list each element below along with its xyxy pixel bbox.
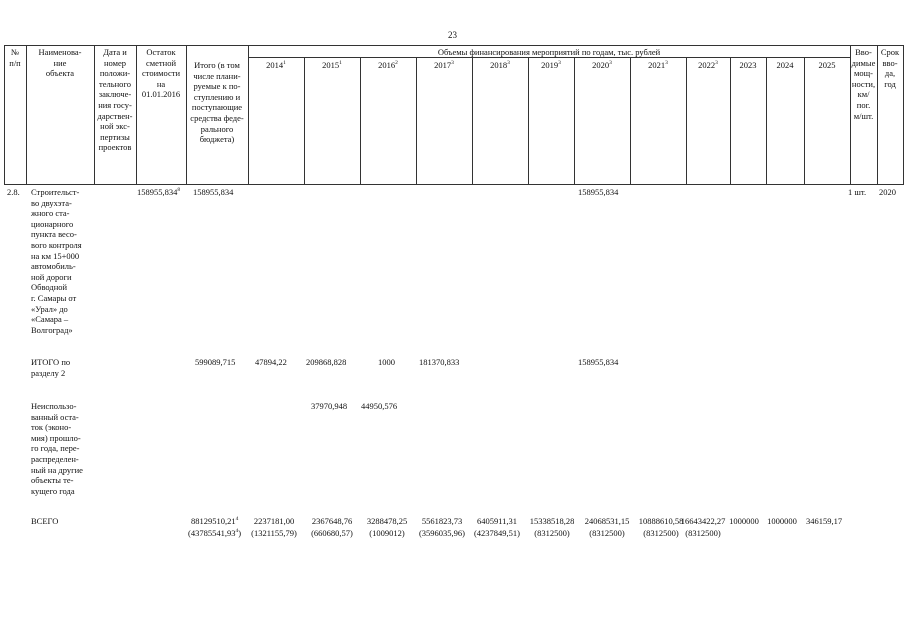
- header-col-name: Наименова- ние объекта: [38, 47, 82, 79]
- year-2014-value: 47894,22: [255, 357, 287, 367]
- year-2018-federal-value: (4237849,51): [473, 528, 521, 538]
- section-total-label: ИТОГО по разделу 2: [31, 357, 71, 378]
- header-top-border: [4, 45, 904, 46]
- header-col-remaining-cost: Остаток сметной стоимости на 01.01.2016: [141, 47, 181, 100]
- year-2020-value: 158955,834: [578, 187, 619, 197]
- header-year: 2018$^3$: [490, 60, 510, 70]
- year-2019-value: 15338518,28: [529, 516, 575, 526]
- year-2022-value: 16643422,27: [680, 516, 726, 526]
- header-col-expertise-date: Дата и номер положи- тельного заключе- ния госу- дарствен- ной экс- пертизы проектов: [97, 47, 133, 153]
- year-2021-value: 10888610,58: [638, 516, 684, 526]
- year-2017-value: 5561823,73: [421, 516, 463, 526]
- year-2015-value: 2367648,76: [311, 516, 353, 526]
- object-name: Строительст- во двухэта- жного ста- ционарного пункта весо- вого контроля на км 15+000 автомобиль- ной дороги Обводной г. Самары от «Урал» до «Самара – Волгоград»: [31, 187, 82, 335]
- year-2023-value: 1000000: [729, 516, 759, 526]
- header-bottom-border: [4, 184, 904, 185]
- header-year: 2020$^3$: [592, 60, 612, 70]
- header-col-total: Итого (в том числе плани- руемые к по- ступлению и поступающие средства феде- рального бюджета): [190, 60, 244, 145]
- year-2016-federal-value: (1009012): [369, 528, 405, 538]
- year-2015-value: 209868,828: [306, 357, 347, 367]
- col-border: [630, 57, 631, 185]
- col-border: [416, 57, 417, 185]
- year-2016-value: 3288478,25: [366, 516, 408, 526]
- section-total-value: 599089,715: [195, 357, 236, 367]
- row-number: 2.8.: [7, 187, 20, 197]
- col-border: [903, 45, 904, 185]
- header-year: 2023: [739, 60, 757, 70]
- header-year: 2016$^2$: [378, 60, 398, 70]
- col-border: [304, 57, 305, 185]
- header-year: 2024: [776, 60, 794, 70]
- year-2021-federal-value: (8312500): [643, 528, 679, 538]
- page-number: 23: [448, 30, 457, 40]
- col-border: [804, 57, 805, 185]
- col-border: [766, 57, 767, 185]
- year-2015-federal-value: (660680,57): [311, 528, 353, 538]
- col-border: [730, 57, 731, 185]
- grand-total-value: 88129510,21$^4$: [191, 516, 239, 526]
- year-2014-value: 2237181,00: [253, 516, 295, 526]
- total-value: 158955,834: [193, 187, 234, 197]
- header-year: 2014$^1$: [266, 60, 286, 70]
- year-2024-value: 1000000: [767, 516, 797, 526]
- year-2016-value: 44950,576: [361, 401, 398, 411]
- year-2016-value: 1000: [378, 357, 395, 367]
- year-2019-federal-value: (8312500): [534, 528, 570, 538]
- year-2020-value: 158955,834: [578, 357, 619, 367]
- header-col-number: № п/п: [9, 47, 21, 68]
- year-2020-value: 24068531,15: [584, 516, 630, 526]
- grand-total-federal-value: (43785541,93$^4$): [188, 528, 242, 538]
- header-year: 2015$^1$: [322, 60, 342, 70]
- header-year: 2017$^3$: [434, 60, 454, 70]
- year-2017-value: 181370,833: [419, 357, 460, 367]
- year-2020-federal-value: (8312500): [589, 528, 625, 538]
- table-header: [4, 45, 904, 185]
- header-col-capacity: Вво- димые мощ- ности, км/ пог. м/шт.: [851, 47, 876, 121]
- col-border: [574, 57, 575, 185]
- capacity-value: 1 шт.: [848, 187, 867, 197]
- col-border: [472, 57, 473, 185]
- year-2017-federal-value: (3596035,96): [418, 528, 466, 538]
- year-2025-value: 346159,17: [805, 516, 843, 526]
- remaining-cost-value: 158955,834$^8$: [137, 187, 181, 197]
- col-border: [686, 57, 687, 185]
- year-2015-value: 37970,948: [311, 401, 348, 411]
- header-year: 2025: [818, 60, 836, 70]
- year-2018-value: 6405911,31: [476, 516, 518, 526]
- header-funding-title: Объемы финансирования мероприятий по годам, тыс. рублей: [437, 47, 661, 57]
- col-border: [528, 57, 529, 185]
- header-year: 2022$^3$: [698, 60, 718, 70]
- term-value: 2020: [879, 187, 896, 197]
- year-2014-federal-value: (1321155,79): [251, 528, 297, 538]
- header-year: 2019$^3$: [541, 60, 561, 70]
- header-year: 2021$^3$: [648, 60, 668, 70]
- year-2022-federal-value: (8312500): [685, 528, 721, 538]
- header-col-term: Срок вво- да, год: [880, 47, 900, 89]
- grand-total-label: ВСЕГО: [31, 516, 59, 526]
- unused-balance-label: Неиспользо- ванный остa- ток (эконо- мия) прошло- го года, пере- распределен- ный на другие объекты те- кущего года: [31, 401, 83, 496]
- col-border: [360, 57, 361, 185]
